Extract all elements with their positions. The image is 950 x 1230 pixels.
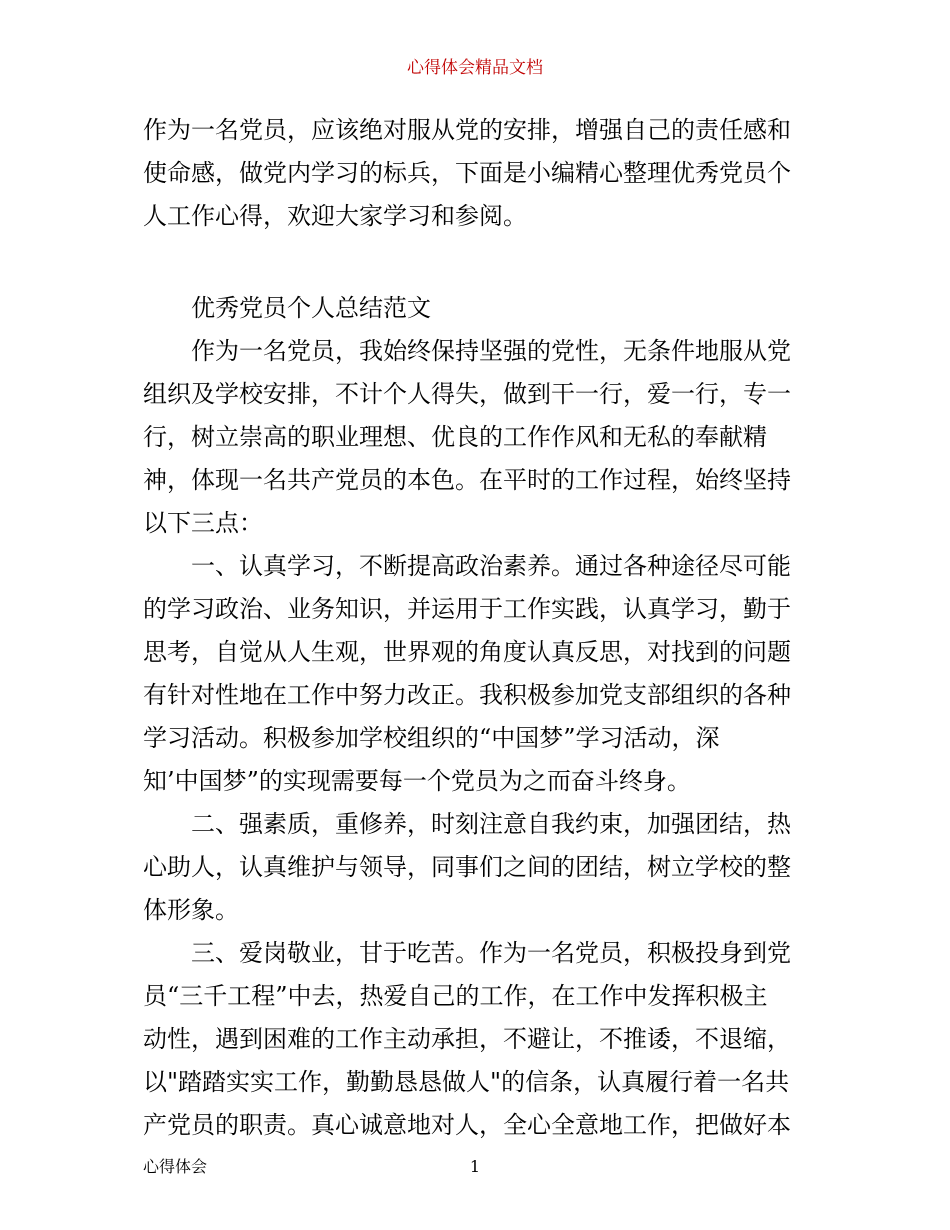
paragraph-line: 行，树立崇高的职业理想、优良的工作作风和无私的奉献精 bbox=[143, 423, 767, 451]
paragraph-line: 以"踏踏实实工作，勤勤恳恳做人"的信条，认真履行着一名共 bbox=[143, 1068, 790, 1096]
paragraph-line: 动性，遇到困难的工作主动承担，不避让，不推诿，不退缩， bbox=[143, 1025, 791, 1053]
page-number: 1 bbox=[469, 1157, 481, 1176]
paragraph-line: 神，体现一名共产党员的本色。在平时的工作过程，始终坚持 bbox=[143, 466, 791, 494]
footer-label: 心得体会 bbox=[143, 1157, 208, 1176]
paragraph-line: 思考，自觉从人生观，世界观的角度认真反思，对找到的问题 bbox=[143, 638, 791, 666]
paragraph-line: 一、认真学习，不断提高政治素养。通过各种途径尽可能 bbox=[191, 552, 791, 580]
paragraph-line: 组织及学校安排，不计个人得失，做到干一行，爱一行，专一 bbox=[143, 380, 791, 408]
paragraph-line: 心助人，认真维护与领导，同事们之间的团结，树立学校的整 bbox=[143, 853, 791, 881]
paragraph-line: 三、爱岗敬业，甘于吃苦。作为一名党员，积极投身到党 bbox=[191, 939, 791, 967]
paragraph-line: 的学习政治、业务知识，并运用于工作实践，认真学习，勤于 bbox=[143, 595, 791, 623]
section-title: 优秀党员个人总结范文 bbox=[191, 294, 431, 322]
paragraph-line: 二、强素质，重修养，时刻注意自我约束，加强团结，热 bbox=[191, 810, 791, 838]
page-header-title: 心得体会精品文档 bbox=[407, 58, 543, 78]
paragraph-line: 员“三千工程”中去，热爱自己的工作，在工作中发挥积极主 bbox=[143, 982, 768, 1010]
paragraph-line: 体形象。 bbox=[143, 896, 239, 924]
paragraph-line: 知’中国梦”的实现需要每一个党员为之而奋斗终身。 bbox=[143, 767, 691, 795]
paragraph-gap bbox=[143, 238, 823, 287]
intro-line: 人工作心得，欢迎大家学习和参阅。 bbox=[143, 202, 527, 230]
intro-line: 使命感，做党内学习的标兵，下面是小编精心整理优秀党员个 bbox=[143, 159, 791, 187]
paragraph-line: 学习活动。积极参加学校组织的“中国梦”学习活动，深 bbox=[143, 724, 720, 752]
paragraph-line: 有针对性地在工作中努力改正。我积极参加党支部组织的各种 bbox=[143, 681, 791, 709]
intro-line: 作为一名党员，应该绝对服从党的安排，增强自己的责任感和 bbox=[143, 116, 791, 144]
document-body bbox=[143, 109, 823, 1147]
paragraph-line: 作为一名党员，我始终保持坚强的党性，无条件地服从党 bbox=[191, 337, 791, 365]
paragraph-line: 以下三点： bbox=[143, 509, 263, 537]
paragraph-line: 产党员的职责。真心诚意地对人，全心全意地工作，把做好本 bbox=[143, 1111, 791, 1139]
